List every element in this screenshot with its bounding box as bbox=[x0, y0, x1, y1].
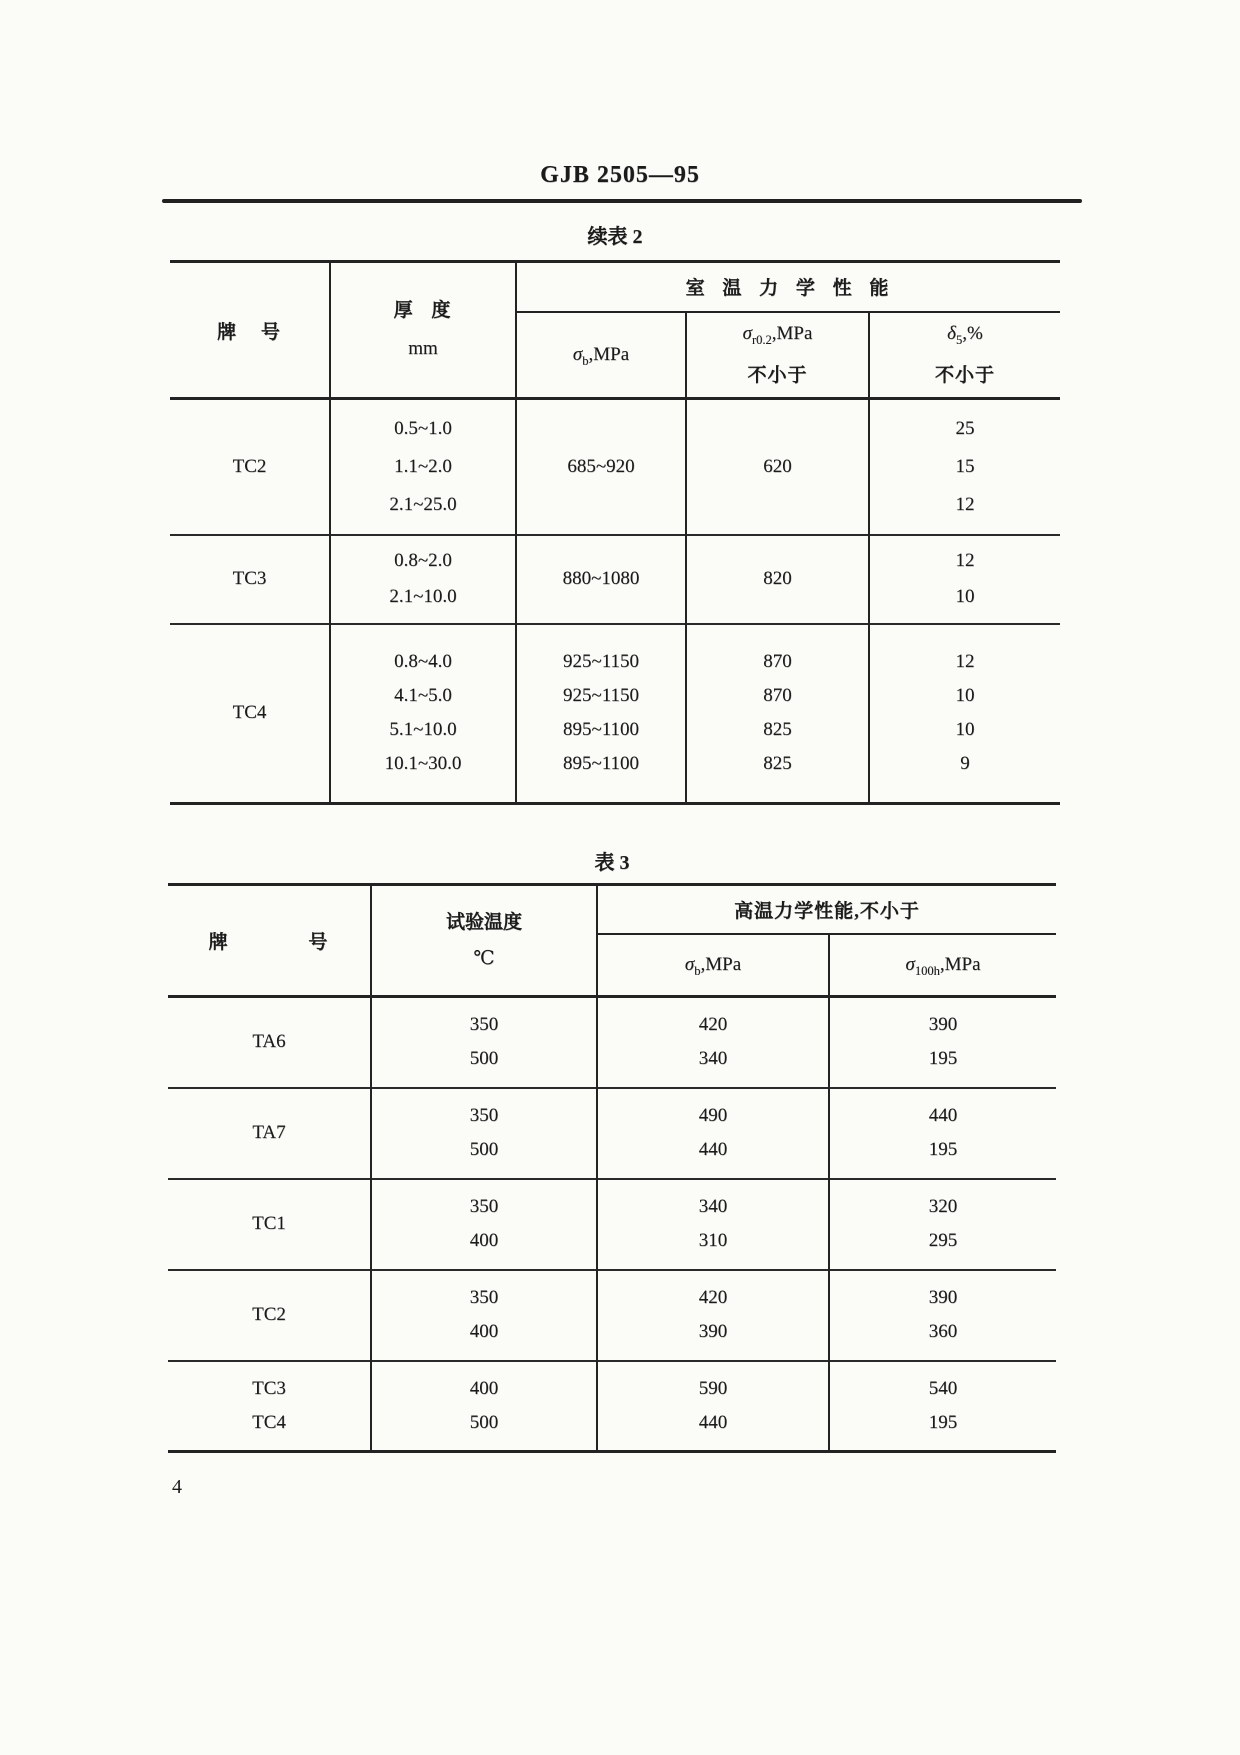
delta5-value: 10 bbox=[955, 586, 975, 607]
sigma-b-value: 420 bbox=[698, 1014, 728, 1036]
table-3-high-temperature-properties bbox=[168, 883, 1056, 1453]
test-temperature-label: 试验温度 bbox=[445, 911, 522, 933]
sigma-b-cell bbox=[597, 1179, 829, 1270]
sigma-b-value: 390 bbox=[698, 1321, 728, 1342]
celsius-unit-label: ℃ bbox=[473, 947, 495, 969]
sigma-b-value: 880~1080 bbox=[562, 568, 640, 589]
thickness-cell bbox=[330, 399, 516, 535]
thickness-cell bbox=[330, 535, 516, 624]
sigma-100h-cell bbox=[829, 1361, 1056, 1452]
sigma-b-cell bbox=[516, 535, 686, 624]
grade-value: TC4 bbox=[252, 1411, 286, 1433]
temperature-value: 500 bbox=[469, 1048, 499, 1070]
grade-cell bbox=[170, 535, 330, 624]
table-row-tc3-tc4 bbox=[168, 1361, 1056, 1452]
sigma-100h-subscript: 100h bbox=[914, 963, 940, 978]
sigma-b-value: 310 bbox=[698, 1230, 728, 1251]
temperature-cell bbox=[371, 1179, 597, 1270]
grade-value: TC2 bbox=[232, 455, 267, 477]
sigma-b-unit: ,MPa bbox=[588, 343, 630, 365]
grade-value: TA6 bbox=[252, 1031, 286, 1053]
table-row-ta7 bbox=[168, 1088, 1056, 1179]
sigma-100h-value: 390 bbox=[928, 1014, 958, 1036]
thickness-unit-label: mm bbox=[408, 338, 438, 359]
grade-cell bbox=[168, 997, 371, 1088]
sigma-100h-value: 195 bbox=[928, 1048, 958, 1070]
sigma-b-value: 440 bbox=[698, 1139, 728, 1160]
document-code: GJB 2505—95 bbox=[540, 162, 700, 188]
table2-header-grade bbox=[170, 262, 330, 399]
sigma-100h-value: 540 bbox=[928, 1377, 958, 1399]
sigma-r02-value: 870 bbox=[763, 685, 792, 707]
thickness-value: 10.1~30.0 bbox=[384, 753, 462, 775]
delta5-value: 12 bbox=[955, 651, 975, 673]
grade-value: TC1 bbox=[252, 1213, 286, 1234]
grade-value: TC2 bbox=[252, 1304, 286, 1325]
high-temp-properties-label: 高温力学性能,不小于 bbox=[734, 900, 920, 922]
sigma-100h-symbol: σ bbox=[905, 953, 915, 975]
table2-group-header-row bbox=[170, 262, 1060, 312]
delta5-value: 10 bbox=[955, 685, 975, 707]
grade-value: TC4 bbox=[232, 702, 267, 724]
delta5-value: 12 bbox=[955, 493, 975, 515]
grade-cell bbox=[168, 1088, 371, 1179]
table3-header-sigma-b bbox=[597, 934, 829, 997]
delta5-value: 12 bbox=[955, 550, 975, 571]
table2-caption: 续表 2 bbox=[587, 226, 643, 248]
grade-value: TA7 bbox=[252, 1122, 286, 1143]
sigma-b-value: 685~920 bbox=[567, 455, 635, 477]
thickness-value: 5.1~10.0 bbox=[389, 719, 457, 741]
temperature-value: 500 bbox=[469, 1139, 499, 1160]
table-row-tc2 bbox=[168, 1270, 1056, 1361]
grade-cell bbox=[170, 399, 330, 535]
sigma-100h-value: 440 bbox=[928, 1105, 958, 1126]
table-row-ta6 bbox=[168, 997, 1056, 1088]
sigma-b-cell bbox=[597, 1088, 829, 1179]
grade-value: TC3 bbox=[252, 1377, 286, 1399]
sigma-b-value: 440 bbox=[698, 1411, 728, 1433]
sigma-b-value: 490 bbox=[698, 1105, 728, 1126]
temperature-value: 350 bbox=[469, 1014, 499, 1036]
table2-header-sigma-b bbox=[516, 312, 686, 399]
delta5-cell bbox=[869, 399, 1060, 535]
not-less-than-label: 不小于 bbox=[747, 364, 808, 386]
sigma-100h-value: 195 bbox=[928, 1411, 958, 1433]
sigma-r02-value: 825 bbox=[763, 753, 792, 775]
thickness-header-label: 厚 度 bbox=[393, 300, 453, 321]
temperature-value: 400 bbox=[469, 1321, 499, 1342]
table-row-tc1 bbox=[168, 1179, 1056, 1270]
table2-header-delta5 bbox=[869, 312, 1060, 399]
delta5-value: 10 bbox=[955, 719, 975, 741]
grade-header-label: 牌 号 bbox=[208, 932, 330, 953]
sigma-100h-cell bbox=[829, 997, 1056, 1088]
delta5-value: 25 bbox=[955, 417, 975, 439]
sigma-100h-cell bbox=[829, 1088, 1056, 1179]
sigma-100h-value: 295 bbox=[928, 1230, 958, 1251]
sigma-100h-unit: ,MPa bbox=[939, 953, 981, 975]
sigma-r02-cell bbox=[686, 535, 869, 624]
sigma-r02-unit: ,MPa bbox=[771, 322, 813, 344]
thickness-value: 0.8~4.0 bbox=[394, 651, 452, 673]
sigma-r02-cell bbox=[686, 399, 869, 535]
table3-caption: 表 3 bbox=[594, 852, 630, 874]
page-number: 4 bbox=[172, 1476, 182, 1498]
sigma-b-cell bbox=[597, 1361, 829, 1452]
delta5-subscript: 5 bbox=[956, 332, 963, 347]
temperature-cell bbox=[371, 997, 597, 1088]
not-less-than-label: 不小于 bbox=[934, 364, 995, 386]
room-temp-properties-label: 室 温 力 学 性 能 bbox=[685, 278, 892, 300]
delta5-value: 15 bbox=[955, 455, 975, 477]
thickness-value: 2.1~25.0 bbox=[389, 493, 457, 515]
sigma-b-cell bbox=[597, 1270, 829, 1361]
sigma-b-unit: ,MPa bbox=[700, 953, 742, 975]
delta5-value: 9 bbox=[960, 753, 970, 775]
grade-cell bbox=[168, 1179, 371, 1270]
sigma-b-value: 420 bbox=[698, 1287, 728, 1308]
sigma-b-cell bbox=[597, 997, 829, 1088]
sigma-100h-value: 360 bbox=[928, 1321, 958, 1342]
sigma-r02-value: 820 bbox=[763, 568, 792, 589]
table3-header-group bbox=[597, 885, 1056, 934]
sigma-b-cell bbox=[516, 624, 686, 804]
table-row-tc2 bbox=[170, 399, 1060, 535]
sigma-100h-value: 390 bbox=[928, 1287, 958, 1308]
temperature-value: 350 bbox=[469, 1105, 499, 1126]
table3-header-temperature bbox=[371, 885, 597, 997]
sigma-b-value: 925~1150 bbox=[562, 685, 640, 707]
temperature-cell bbox=[371, 1270, 597, 1361]
thickness-value: 1.1~2.0 bbox=[394, 455, 452, 477]
grade-value: TC3 bbox=[232, 568, 267, 589]
sigma-b-value: 895~1100 bbox=[562, 753, 640, 775]
grade-cell bbox=[168, 1361, 371, 1452]
table-row-tc4 bbox=[170, 624, 1060, 804]
grade-cell bbox=[168, 1270, 371, 1361]
table-row-tc3 bbox=[170, 535, 1060, 624]
sigma-100h-cell bbox=[829, 1179, 1056, 1270]
delta5-symbol: δ bbox=[947, 322, 956, 344]
thickness-value: 2.1~10.0 bbox=[389, 586, 457, 607]
thickness-value: 0.8~2.0 bbox=[394, 550, 452, 571]
temperature-cell bbox=[371, 1361, 597, 1452]
sigma-b-value: 340 bbox=[698, 1048, 728, 1070]
thickness-cell bbox=[330, 624, 516, 804]
temperature-value: 350 bbox=[469, 1287, 499, 1308]
sigma-b-value: 340 bbox=[698, 1196, 728, 1217]
temperature-value: 400 bbox=[469, 1230, 499, 1251]
sigma-r02-value: 870 bbox=[763, 651, 792, 673]
table-2-room-temperature-properties bbox=[170, 260, 1060, 805]
sigma-r02-symbol: σ bbox=[742, 322, 752, 344]
sigma-b-value: 895~1100 bbox=[562, 719, 640, 741]
delta5-cell bbox=[869, 535, 1060, 624]
temperature-cell bbox=[371, 1088, 597, 1179]
temperature-value: 350 bbox=[469, 1196, 499, 1217]
sigma-b-subscript: b bbox=[582, 353, 589, 368]
thickness-value: 0.5~1.0 bbox=[394, 417, 452, 439]
grade-cell bbox=[170, 624, 330, 804]
sigma-b-cell bbox=[516, 399, 686, 535]
sigma-b-subscript: b bbox=[694, 963, 701, 978]
sigma-r02-cell bbox=[686, 624, 869, 804]
temperature-value: 500 bbox=[469, 1411, 499, 1433]
sigma-r02-value: 620 bbox=[763, 455, 792, 477]
table2-header-group bbox=[516, 262, 1060, 312]
delta5-cell bbox=[869, 624, 1060, 804]
delta5-unit: ,% bbox=[962, 322, 983, 344]
sigma-b-value: 925~1150 bbox=[562, 651, 640, 673]
sigma-100h-cell bbox=[829, 1270, 1056, 1361]
sigma-r02-value: 825 bbox=[763, 719, 792, 741]
header-rule bbox=[162, 199, 1082, 203]
sigma-100h-value: 320 bbox=[928, 1196, 958, 1217]
table3-header-sigma-100h bbox=[829, 934, 1056, 997]
sigma-b-symbol: σ bbox=[572, 343, 583, 365]
sigma-b-symbol: σ bbox=[684, 953, 695, 975]
table2-header-sigma-r02 bbox=[686, 312, 869, 399]
sigma-r02-subscript: r0.2 bbox=[751, 332, 772, 347]
sigma-100h-value: 195 bbox=[928, 1139, 958, 1160]
sigma-b-value: 590 bbox=[698, 1377, 728, 1399]
table2-header-thickness bbox=[330, 262, 516, 399]
thickness-value: 4.1~5.0 bbox=[394, 685, 452, 707]
table3-header-grade bbox=[168, 885, 371, 997]
table3-group-header-row bbox=[168, 885, 1056, 934]
temperature-value: 400 bbox=[469, 1377, 499, 1399]
grade-header-label: 牌 号 bbox=[217, 321, 282, 343]
